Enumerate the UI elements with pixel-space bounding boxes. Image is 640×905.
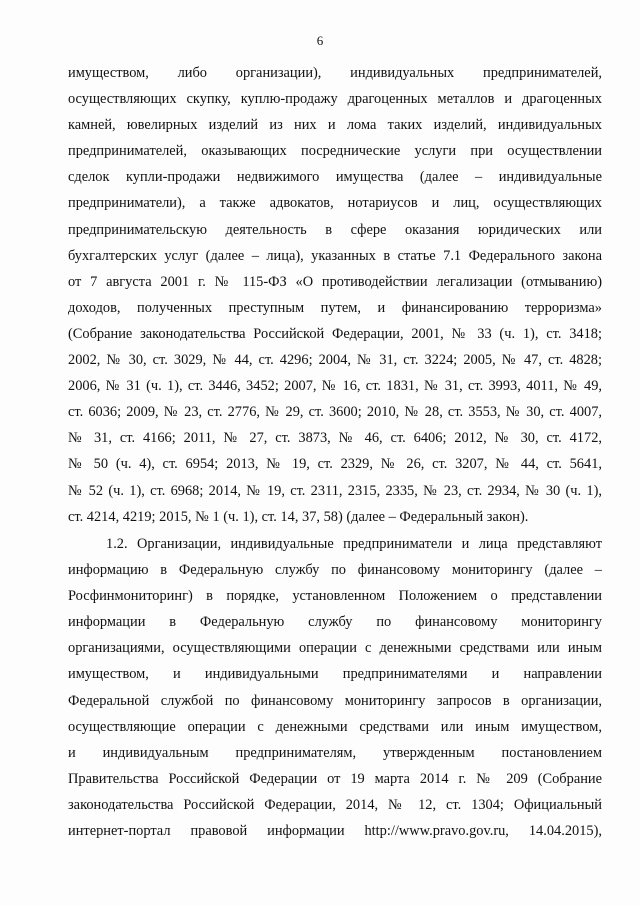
text-line: предприниматели), а также адвокатов, нотариусов и лиц, осуществляющих [68, 195, 602, 212]
text-line: ст. 4214, 4219; 2015, № 1 (ч. 1), ст. 14, 37, 58) (далее – Федеральный закон). [68, 508, 529, 525]
text-line: бухгалтерских услуг (далее – лица), указанных в статье 7.1 Федерального закона [68, 247, 602, 264]
text-line: № 50 (ч. 4), ст. 6954; 2013, № 19, ст. 2329, № 26, ст. 3207, № 44, ст. 5641, [68, 456, 602, 473]
paragraph-continued [68, 60, 602, 530]
text-line: имуществом, либо организации), индивидуальных предпринимателей, [68, 65, 602, 81]
text-line: имуществом, и индивидуальными предпринимателями и направлении [68, 666, 602, 683]
text-line: организациями, осуществляющими операции с денежными средствами или иным [68, 640, 602, 657]
text-line: доходов, полученных преступным путем, и финансированию терроризма» [68, 299, 602, 316]
text-line: 2002, № 30, ст. 3029, № 44, ст. 4296; 2004, № 31, ст. 3224; 2005, № 47, ст. 4828; [68, 352, 602, 369]
text-line: (Собрание законодательства Российской Федерации, 2001, № 33 (ч. 1), ст. 3418; [68, 325, 602, 342]
text-line: предпринимателей, оказывающих посреднические услуги при осуществлении [68, 143, 602, 160]
text-line: 2006, № 31 (ч. 1), ст. 3446, 3452; 2007, № 16, ст. 1831, № 31, ст. 3993, 4011, № 49, [68, 378, 602, 395]
page-number: 6 [316, 33, 324, 48]
text-line: Правительства Российской Федерации от 19 марта 2014 г. № 209 (Собрание [68, 770, 602, 787]
text-line: законодательства Российской Федерации, 2014, № 12, ст. 1304; Официальный [68, 796, 602, 813]
text-line: информации в Федеральную службу по финансовому мониторингу [68, 614, 602, 631]
paragraph-1-2 [68, 531, 602, 844]
text-line: осуществляющие операции с денежными средствами или иным имуществом, [68, 718, 602, 735]
text-line: сделок купли-продажи недвижимого имущества (далее – индивидуальные [68, 169, 602, 186]
text-line: Росфинмониторинг) в порядке, установленном Положением о представлении [68, 588, 602, 605]
text-line: от 7 августа 2001 г. № 115-ФЗ «О противодействии легализации (отмыванию) [68, 273, 602, 290]
text-line: 1.2. Организации, индивидуальные предприниматели и лица представляют [106, 536, 602, 552]
text-line: и индивидуальным предпринимателям, утвержденным постановлением [68, 744, 602, 761]
text-line: камней, ювелирных изделий из них и лома таких изделий, индивидуальных [68, 117, 602, 134]
text-line: осуществляющих скупку, куплю-продажу драгоценных металлов и драгоценных [68, 91, 602, 108]
text-line: Федеральной службой по финансовому мониторингу запросов в организации, [68, 692, 602, 709]
text-line: № 52 (ч. 1), ст. 6968; 2014, № 19, ст. 2311, 2315, 2335, № 23, ст. 2934, № 30 (ч. 1), [68, 482, 602, 499]
text-line: интернет-портал правовой информации http://www.pravo.gov.ru, 14.04.2015), [68, 823, 602, 840]
text-line: предпринимательскую деятельность в сфере оказания юридических или [68, 221, 602, 238]
text-line: № 31, ст. 4166; 2011, № 27, ст. 3873, № 46, ст. 6406; 2012, № 30, ст. 4172, [68, 430, 602, 447]
text-line: информацию в Федеральную службу по финансовому мониторингу (далее – [68, 562, 602, 579]
text-line: ст. 6036; 2009, № 23, ст. 2776, № 29, ст. 3600; 2010, № 28, ст. 3553, № 30, ст. 4007, [68, 404, 602, 421]
